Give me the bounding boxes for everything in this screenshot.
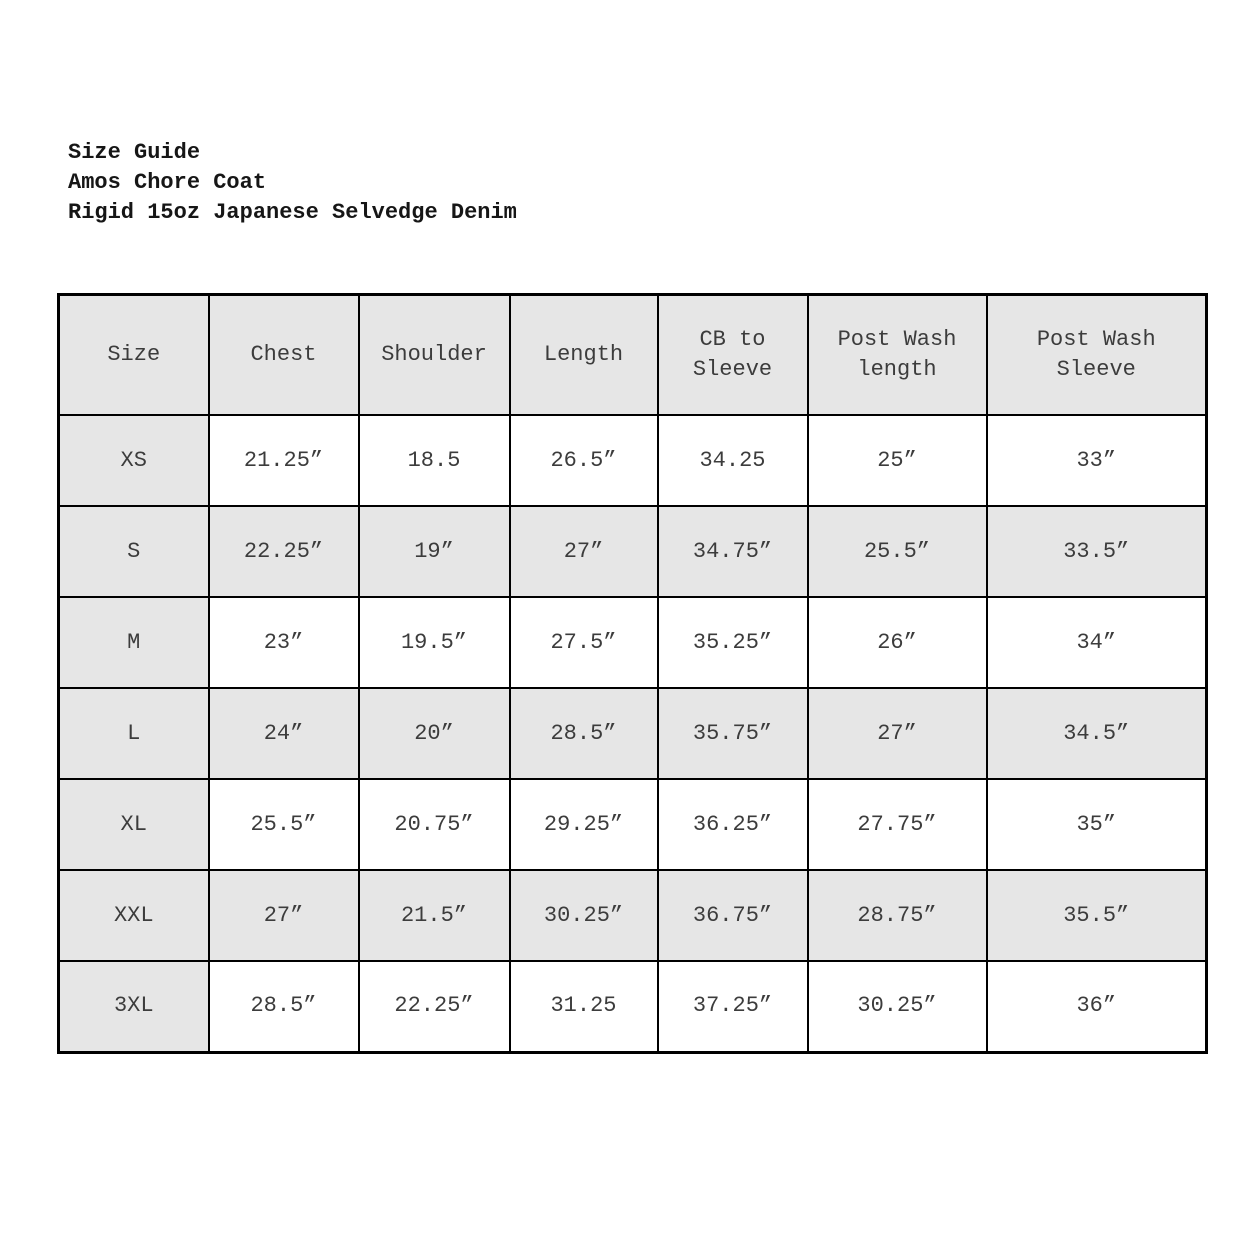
- column-header-label-line1: Post Wash: [1036, 327, 1156, 352]
- cell-post-wash-length: 25.5”: [808, 506, 987, 597]
- cell-cb-to-sleeve: 36.25”: [658, 779, 808, 870]
- table-row-xxl: [59, 870, 1207, 961]
- cell-post-wash-sleeve: 33.5”: [987, 506, 1207, 597]
- table-row-m: [59, 597, 1207, 688]
- title-block: [68, 138, 517, 228]
- cell-chest: 28.5”: [209, 961, 359, 1052]
- cell-length: 30.25”: [510, 870, 658, 961]
- column-header-post-wash-length: [808, 295, 987, 416]
- column-header-size: [59, 295, 209, 416]
- column-header-label: Size: [107, 342, 161, 367]
- column-header-shoulder: [359, 295, 510, 416]
- row-size-label: M: [59, 597, 209, 688]
- row-size-label: XS: [59, 415, 209, 506]
- cell-post-wash-sleeve: 36”: [987, 961, 1207, 1052]
- cell-shoulder: 20”: [359, 688, 510, 779]
- cell-cb-to-sleeve: 35.25”: [658, 597, 808, 688]
- cell-chest: 22.25”: [209, 506, 359, 597]
- cell-post-wash-length: 27”: [808, 688, 987, 779]
- row-size-label: XXL: [59, 870, 209, 961]
- table-row-s: [59, 506, 1207, 597]
- column-header-chest: [209, 295, 359, 416]
- fabric-description: Rigid 15oz Japanese Selvedge Denim: [68, 200, 517, 225]
- page-title: Size Guide: [68, 140, 201, 165]
- cell-cb-to-sleeve: 34.25: [658, 415, 808, 506]
- cell-post-wash-sleeve: 33”: [987, 415, 1207, 506]
- cell-length: 31.25: [510, 961, 658, 1052]
- cell-chest: 21.25”: [209, 415, 359, 506]
- table-row-3xl: [59, 961, 1207, 1052]
- column-header-label-line2: Sleeve: [1056, 357, 1136, 382]
- product-name: Amos Chore Coat: [68, 170, 267, 195]
- row-size-label: S: [59, 506, 209, 597]
- cell-shoulder: 20.75”: [359, 779, 510, 870]
- cell-post-wash-length: 30.25”: [808, 961, 987, 1052]
- cell-post-wash-length: 28.75”: [808, 870, 987, 961]
- column-header-label: Length: [543, 342, 624, 367]
- cell-post-wash-sleeve: 35”: [987, 779, 1207, 870]
- cell-length: 26.5”: [510, 415, 658, 506]
- cell-post-wash-sleeve: 34”: [987, 597, 1207, 688]
- cell-length: 29.25”: [510, 779, 658, 870]
- column-header-label-line1: CB to: [699, 327, 766, 352]
- cell-shoulder: 19.5”: [359, 597, 510, 688]
- table-header-row: [59, 295, 1207, 416]
- cell-post-wash-length: 25”: [808, 415, 987, 506]
- cell-chest: 24”: [209, 688, 359, 779]
- cell-shoulder: 19”: [359, 506, 510, 597]
- cell-chest: 27”: [209, 870, 359, 961]
- cell-shoulder: 18.5: [359, 415, 510, 506]
- table-row-xl: [59, 779, 1207, 870]
- cell-cb-to-sleeve: 36.75”: [658, 870, 808, 961]
- cell-post-wash-length: 27.75”: [808, 779, 987, 870]
- cell-cb-to-sleeve: 34.75”: [658, 506, 808, 597]
- cell-cb-to-sleeve: 37.25”: [658, 961, 808, 1052]
- column-header-label-line2: Sleeve: [692, 357, 773, 382]
- size-guide-table: [57, 293, 1208, 1054]
- table-row-l: [59, 688, 1207, 779]
- cell-post-wash-sleeve: 34.5”: [987, 688, 1207, 779]
- column-header-label: Shoulder: [381, 342, 487, 367]
- column-header-label-line2: length: [857, 357, 937, 382]
- table-row-xs: [59, 415, 1207, 506]
- cell-shoulder: 22.25”: [359, 961, 510, 1052]
- column-header-cb-to-sleeve: [658, 295, 808, 416]
- cell-shoulder: 21.5”: [359, 870, 510, 961]
- cell-chest: 23”: [209, 597, 359, 688]
- column-header-label-line1: Post Wash: [837, 327, 957, 352]
- cell-length: 27.5”: [510, 597, 658, 688]
- row-size-label: XL: [59, 779, 209, 870]
- row-size-label: 3XL: [59, 961, 209, 1052]
- column-header-length: [510, 295, 658, 416]
- cell-chest: 25.5”: [209, 779, 359, 870]
- column-header-post-wash-sleeve: [987, 295, 1207, 416]
- cell-post-wash-length: 26”: [808, 597, 987, 688]
- cell-post-wash-sleeve: 35.5”: [987, 870, 1207, 961]
- cell-length: 28.5”: [510, 688, 658, 779]
- column-header-label: Chest: [250, 342, 317, 367]
- cell-cb-to-sleeve: 35.75”: [658, 688, 808, 779]
- row-size-label: L: [59, 688, 209, 779]
- cell-length: 27”: [510, 506, 658, 597]
